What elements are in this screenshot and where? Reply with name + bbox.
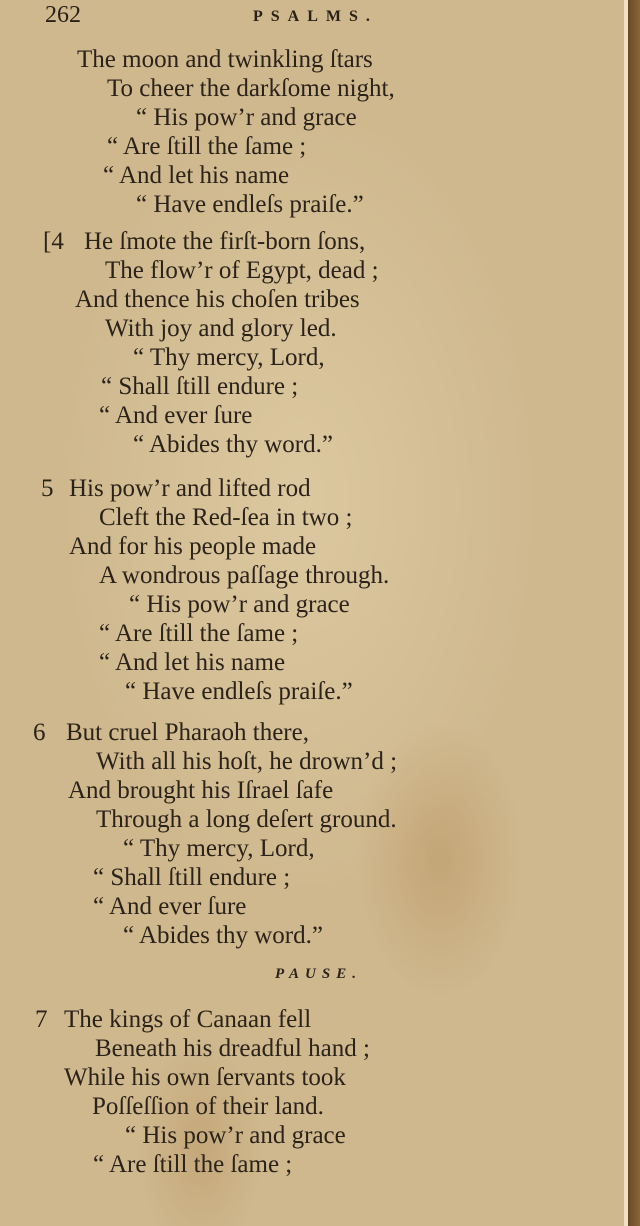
verse-line: Cleft the Red-ſea in two ; [99, 504, 353, 531]
verse-line: “ Shall ſtill endure ; [101, 373, 299, 400]
section-marker: PAUSE. [275, 966, 362, 982]
verse-line: The flow’r of Egypt, dead ; [105, 257, 379, 284]
verse-line: The kings of Canaan fell [64, 1006, 312, 1033]
verse-line: “ And let his name [99, 649, 286, 676]
verse-line: And brought his Iſrael ſafe [68, 777, 334, 804]
verse-line: While his own ſervants took [64, 1064, 346, 1091]
stanza-number: 6 [33, 719, 46, 746]
stanza-number: 5 [41, 475, 54, 502]
running-head: PSALMS. [253, 8, 378, 25]
verse-line: “ His pow’r and grace [129, 591, 350, 618]
verse-line: “ Have endleſs praiſe.” [125, 678, 353, 705]
verse-line: He ſmote the firſt-born ſons, [84, 228, 366, 255]
verse-line: “ Are ſtill the ſame ; [107, 133, 307, 160]
verse-line: “ And let his name [103, 162, 290, 189]
verse-line: “ And ever ſure [99, 402, 253, 429]
verse-line: And thence his choſen tribes [75, 286, 360, 313]
verse-line: “ Abides thy word.” [133, 431, 333, 458]
verse-line: But cruel Pharaoh there, [66, 719, 309, 746]
verse-line: “ His pow’r and grace [136, 104, 357, 131]
page-number: 262 [45, 2, 81, 28]
verse-line: “ Have endleſs praiſe.” [136, 191, 364, 218]
verse-line: Poſſeſſion of their land. [92, 1093, 324, 1120]
verse-line: “ His pow’r and grace [125, 1122, 346, 1149]
verse-line: And for his people made [69, 533, 317, 560]
verse-line: “ And ever ſure [93, 893, 247, 920]
verse-line: “ Shall ſtill endure ; [93, 864, 291, 891]
verse-line: The moon and twinkling ſtars [77, 46, 373, 73]
verse-line: “ Thy mercy, Lord, [133, 344, 325, 371]
verse-line: “ Are ſtill the ſame ; [99, 620, 299, 647]
verse-line: “ Thy mercy, Lord, [123, 835, 315, 862]
verse-line: “ Abides thy word.” [123, 922, 323, 949]
stanza-number: 7 [35, 1006, 48, 1033]
verse-line: With joy and glory led. [105, 315, 337, 342]
verse-line: A wondrous paſſage through. [99, 562, 390, 589]
binding-shadow [628, 0, 640, 1226]
verse-line: Through a long deſert ground. [96, 806, 397, 833]
verse-line: To cheer the darkſome night, [107, 75, 395, 102]
verse-line: His pow’r and lifted rod [69, 475, 311, 502]
verse-line: Beneath his dreadful hand ; [95, 1035, 370, 1062]
page-header [45, 2, 465, 32]
verse-line: With all his hoſt, he drown’d ; [96, 748, 398, 775]
verse-line: “ Are ſtill the ſame ; [93, 1151, 293, 1178]
stanza-number: [4 [43, 228, 64, 255]
